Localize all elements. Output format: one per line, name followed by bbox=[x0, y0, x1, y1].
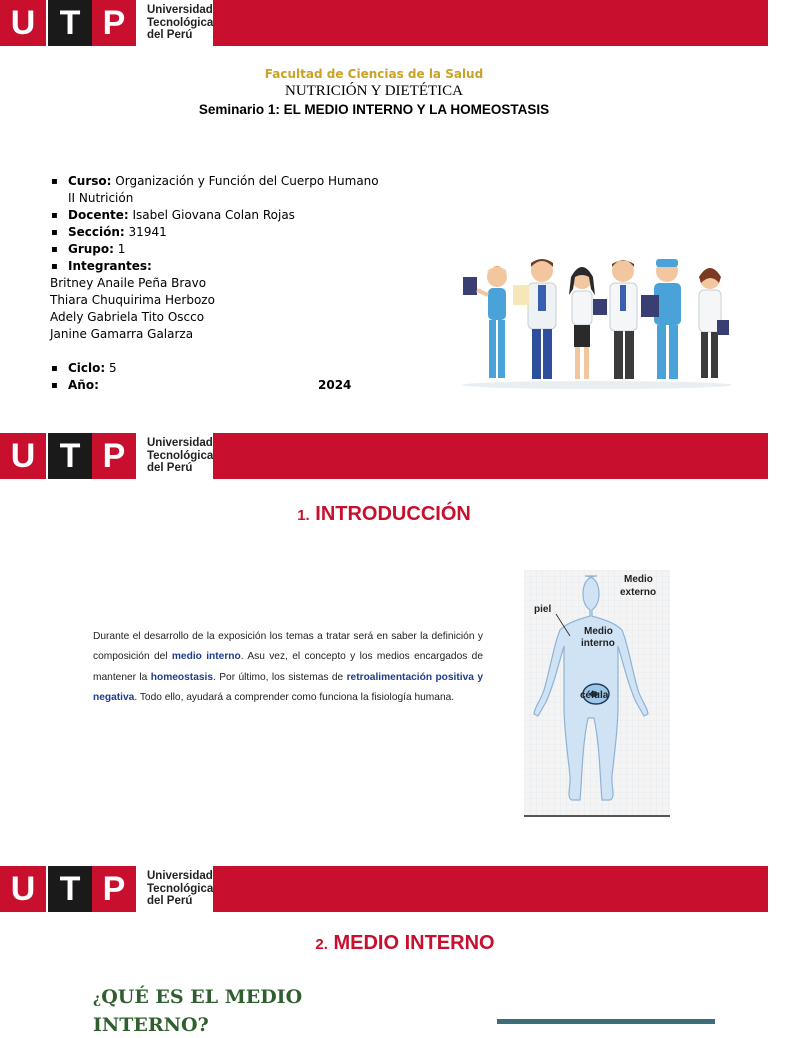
university-name: Universidad Tecnológica del Perú bbox=[147, 870, 214, 907]
logo-letter-u: U bbox=[0, 866, 46, 912]
header-red-bar bbox=[213, 0, 768, 46]
utp-header-2 bbox=[0, 433, 768, 479]
logo-letter-t: T bbox=[48, 866, 92, 912]
member-item: Janine Gamarra Galarza bbox=[50, 327, 194, 341]
intro-paragraph: Durante el desarrollo de la exposición los temas a tratar será en saber la definición y composición del medio interno. Asu vez, el concepto y los medios encargados de mantener la homeostasis. Por último, los sistemas de retroalimentación positiva y negativa. Todo ello, ayudará a comprender como funciona la fisiología humana. bbox=[93, 631, 483, 703]
year-value: 2024 bbox=[318, 378, 352, 392]
member-item: Britney Anaile Peña Bravo bbox=[50, 276, 207, 290]
label-medio: Medio bbox=[624, 574, 653, 585]
label-internal-2: interno bbox=[581, 638, 615, 649]
header-red-bar bbox=[213, 866, 768, 912]
label-skin: piel bbox=[534, 604, 552, 615]
utp-header-1 bbox=[0, 0, 768, 46]
health-staff-illustration bbox=[455, 255, 740, 390]
cycle-row: ▪ Ciclo: 5 bbox=[50, 360, 410, 377]
faculty-title: Facultad de Ciencias de la Salud bbox=[264, 67, 484, 81]
cover-info-list bbox=[50, 173, 410, 394]
members-row: ▪ Integrantes: bbox=[50, 258, 410, 275]
medium-section-image bbox=[497, 1019, 715, 1024]
seminar-title: Seminario 1: EL MEDIO INTERNO Y LA HOMEOSTASIS bbox=[198, 102, 550, 117]
member-item: Adely Gabriela Tito Oscco bbox=[50, 310, 205, 324]
member-item: Thiara Chuquirima Herbozo bbox=[50, 293, 215, 307]
section-row: ▪ Sección: 31941 bbox=[50, 224, 410, 241]
program-title: NUTRICIÓN Y DIETÉTICA bbox=[284, 83, 464, 99]
label-external: externo bbox=[620, 587, 657, 598]
logo-letter-t: T bbox=[48, 433, 92, 479]
logo-letter-u: U bbox=[0, 433, 46, 479]
university-name: Universidad Tecnológica del Perú bbox=[147, 437, 214, 474]
label-internal-1: Medio bbox=[584, 626, 613, 637]
year-row: ▪ Año: 2024 bbox=[50, 377, 410, 394]
course-row: ▪ Curso: Organización y Función del Cuerpo Humano II Nutrición bbox=[50, 173, 410, 207]
logo-letter-u: U bbox=[0, 0, 46, 46]
medium-section-title: 2. MEDIO INTERNO bbox=[315, 932, 495, 954]
group-row: ▪ Grupo: 1 bbox=[50, 241, 410, 258]
internal-medium-figure bbox=[524, 570, 670, 817]
utp-logo bbox=[0, 0, 213, 46]
medium-question-heading: ¿QUÉ ES EL MEDIO INTERNO? bbox=[93, 986, 303, 1036]
logo-letter-p: P bbox=[92, 866, 136, 912]
teacher-row: ▪ Docente: Isabel Giovana Colan Rojas bbox=[50, 207, 410, 224]
label-cell: célula bbox=[580, 690, 609, 701]
logo-letter-p: P bbox=[92, 433, 136, 479]
utp-logo bbox=[0, 866, 213, 912]
logo-letter-p: P bbox=[92, 0, 136, 46]
logo-letter-t: T bbox=[48, 0, 92, 46]
utp-header-3 bbox=[0, 866, 768, 912]
utp-logo bbox=[0, 433, 213, 479]
university-name: Universidad Tecnológica del Perú bbox=[147, 4, 214, 41]
intro-section-title: 1. INTRODUCCIÓN bbox=[297, 503, 471, 525]
header-red-bar bbox=[213, 433, 768, 479]
